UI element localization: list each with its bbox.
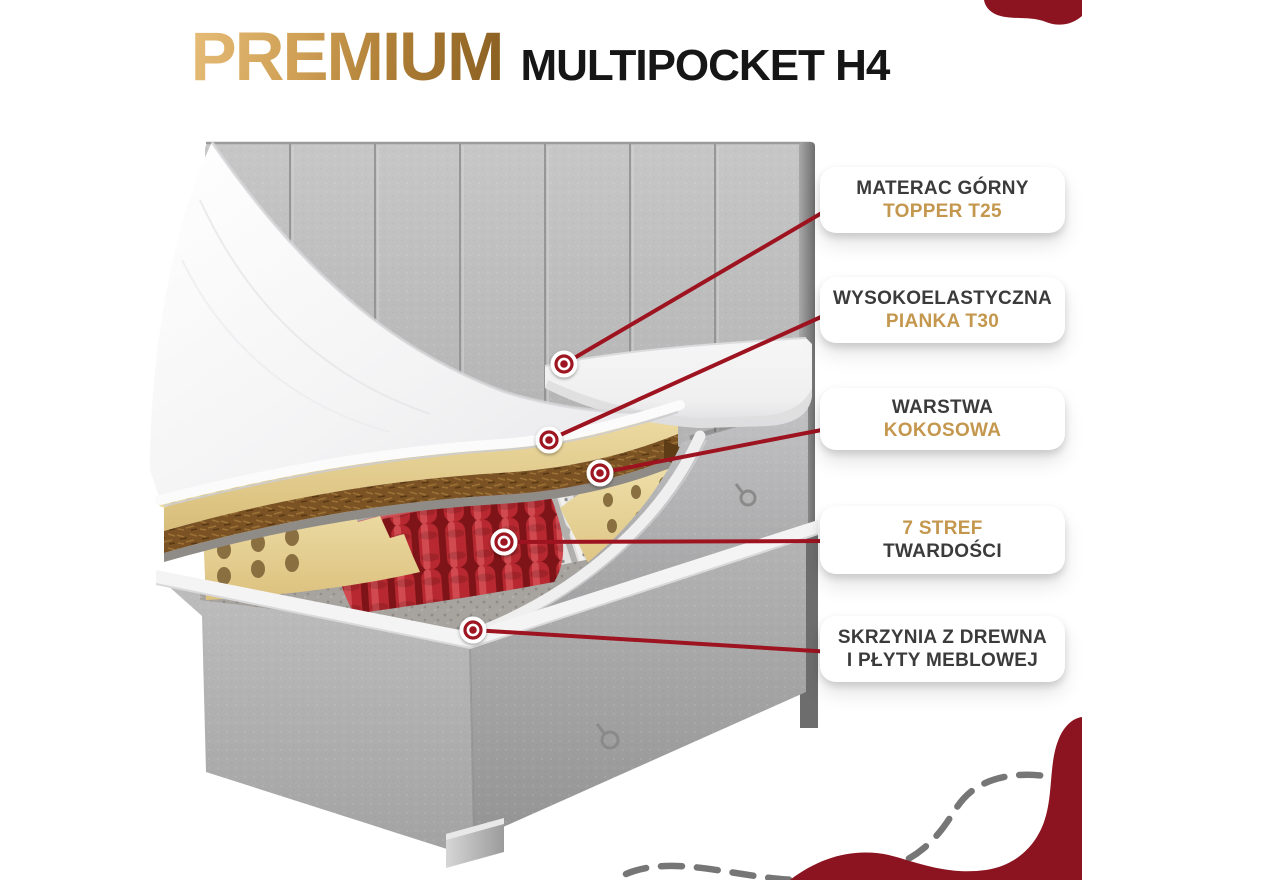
callout-card-zones bbox=[820, 506, 1065, 574]
callout-line2: I PŁYTY MEBLOWEJ bbox=[846, 650, 1039, 671]
decor-top-right-blob bbox=[984, 0, 1082, 25]
callout-card-coconut bbox=[820, 388, 1065, 450]
callout-marker-icon bbox=[460, 617, 487, 644]
callout-marker-icon bbox=[587, 460, 614, 487]
brand-title: PREMIUM bbox=[190, 18, 503, 95]
callout-marker-icon bbox=[536, 427, 563, 454]
decor-bottom-right-blob bbox=[790, 717, 1082, 880]
callout-line2: PIANKA T30 bbox=[885, 311, 1000, 332]
callout-line1: 7 STREF bbox=[902, 518, 983, 539]
callout-line2: TWARDOŚCI bbox=[883, 541, 1002, 562]
callout-line2: TOPPER T25 bbox=[883, 201, 1002, 222]
callout-marker-icon bbox=[491, 529, 518, 556]
callout-card-box bbox=[820, 616, 1065, 682]
callout-line2: KOKOSOWA bbox=[883, 420, 1002, 441]
callout-line1: SKRZYNIA Z DREWNA bbox=[837, 627, 1048, 648]
callout-line1: WYSOKOELASTYCZNA bbox=[832, 288, 1053, 309]
model-title: MULTIPOCKET H4 bbox=[520, 41, 890, 90]
callout-line1: MATERAC GÓRNY bbox=[856, 178, 1029, 199]
callout-card-topper bbox=[820, 167, 1065, 233]
callout-marker-icon bbox=[551, 351, 578, 378]
callout-line1: WARSTWA bbox=[891, 397, 994, 418]
callout-line-zones bbox=[504, 541, 832, 542]
callout-card-foam bbox=[820, 277, 1065, 343]
